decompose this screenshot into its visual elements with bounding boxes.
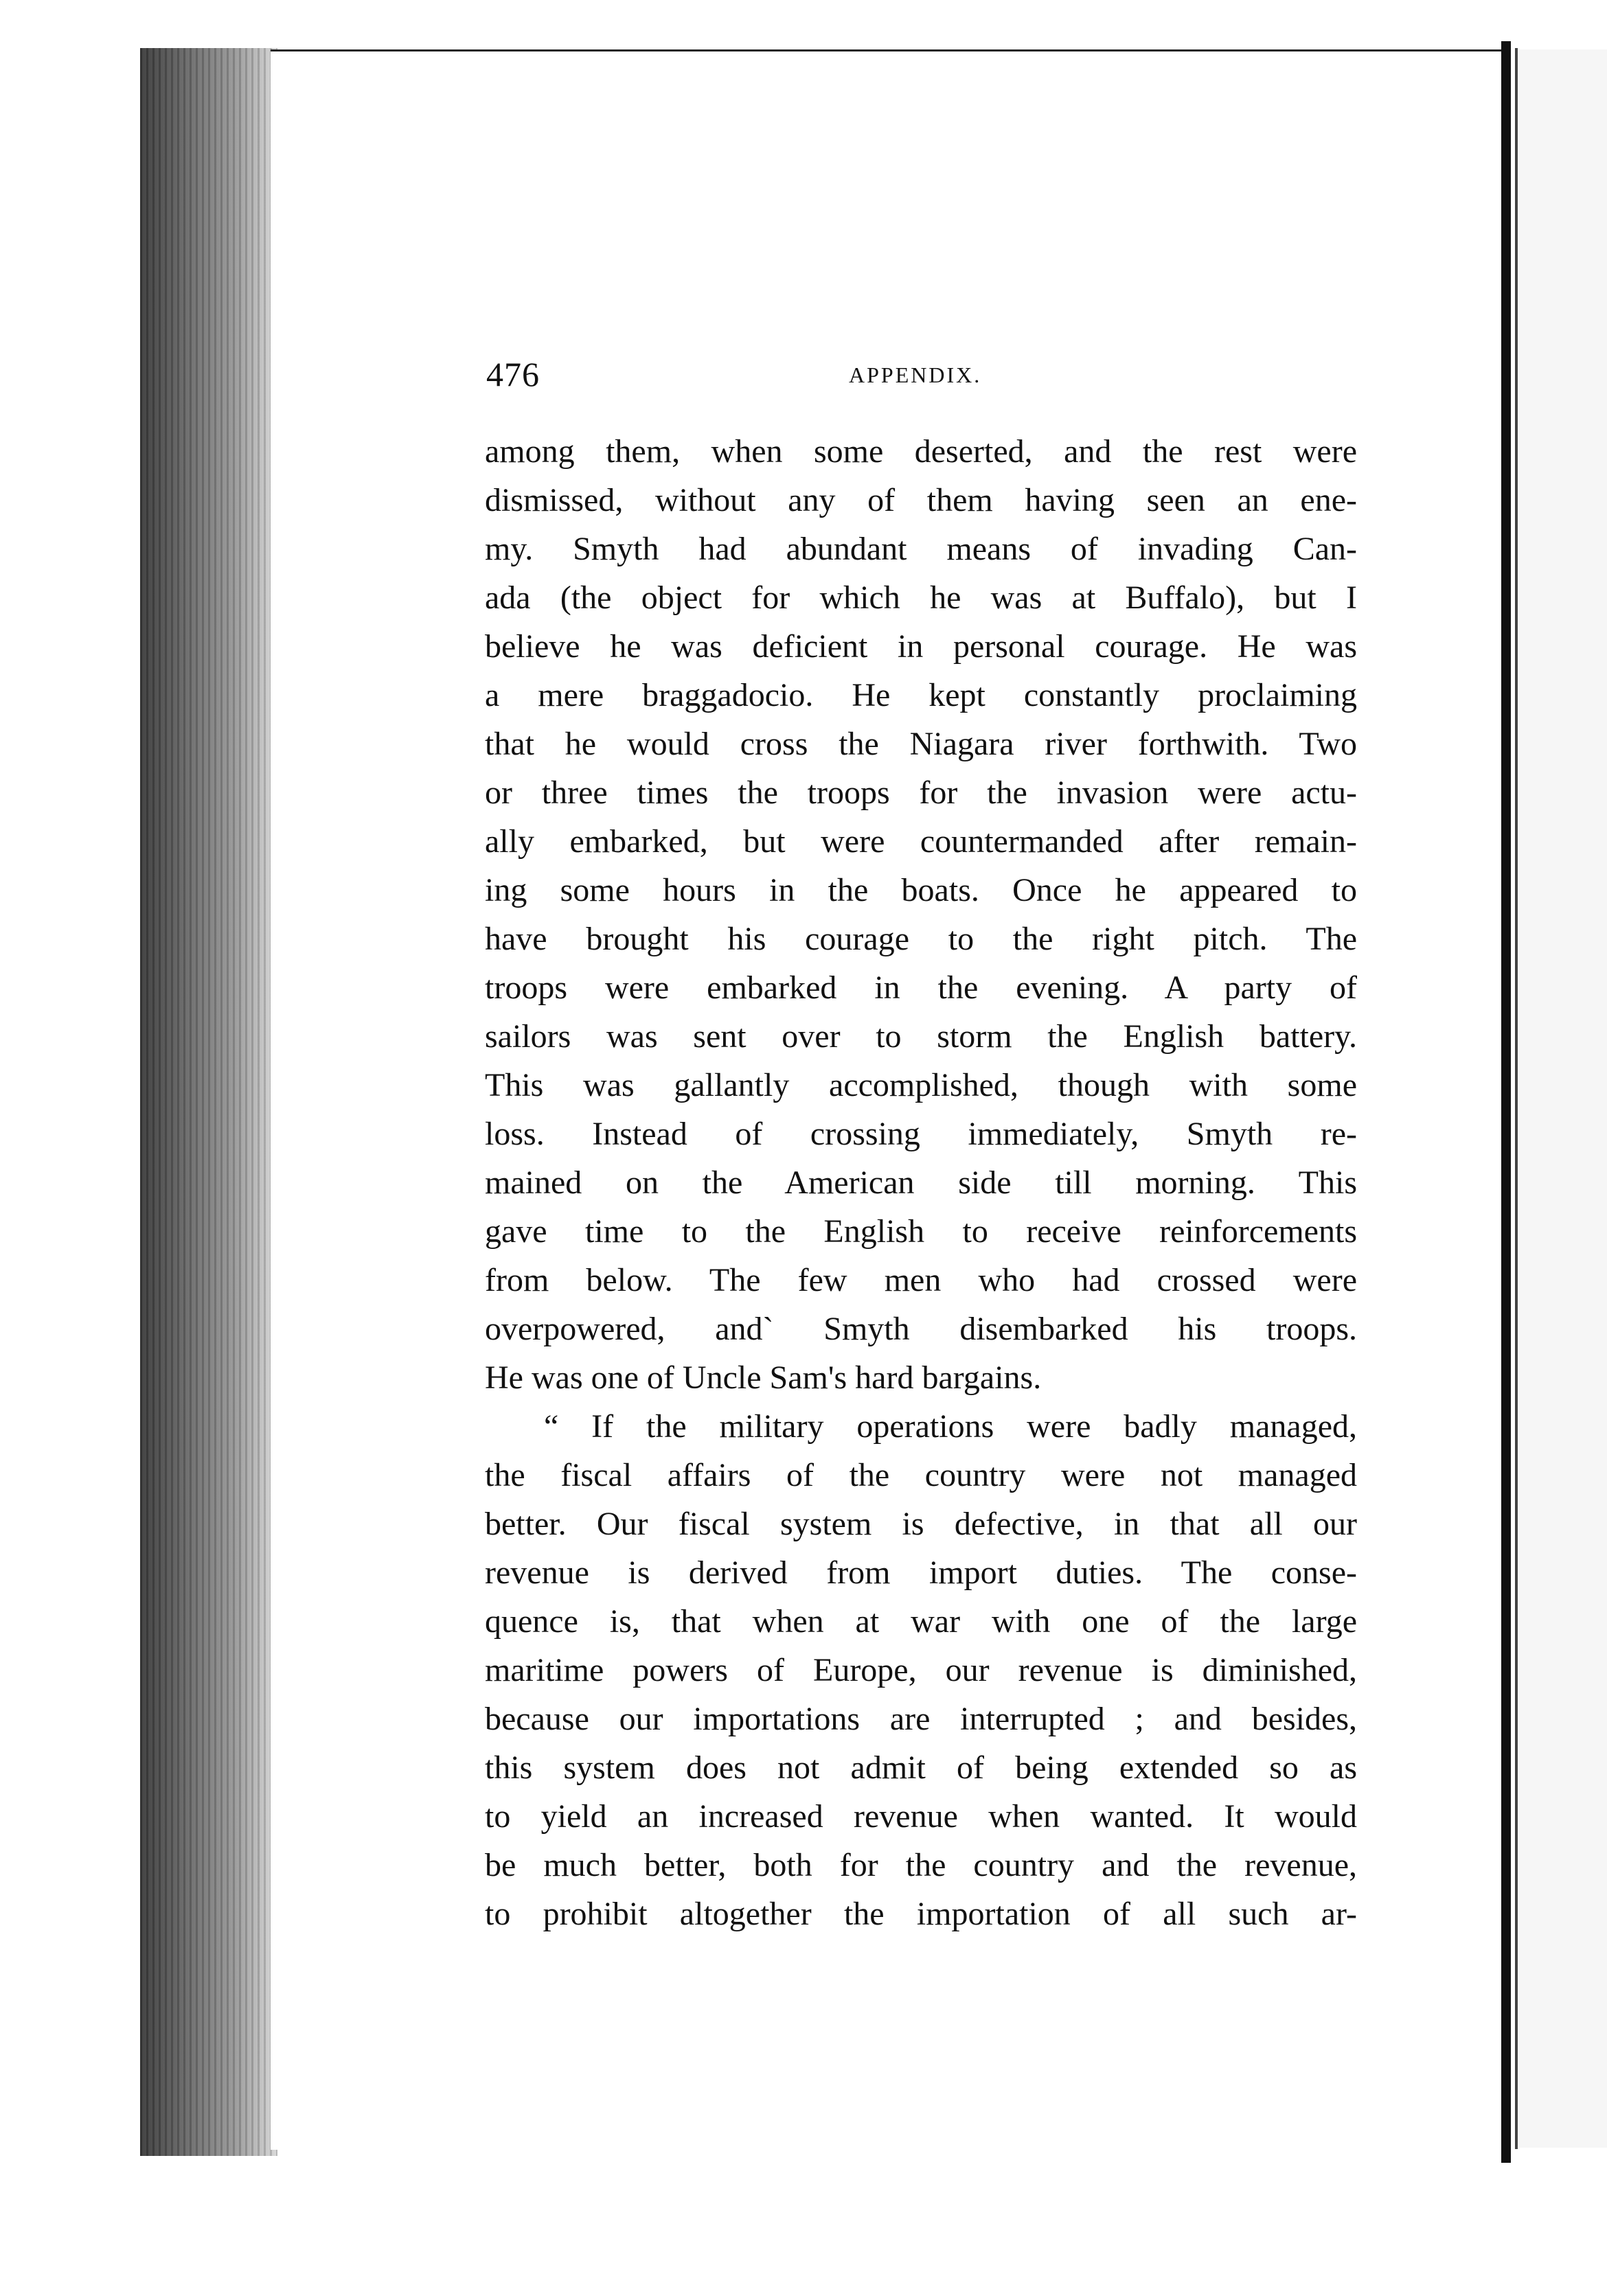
right-page-edge-inner [1515,48,1518,2149]
text-line: to yield an increased revenue when wanted. It would [485,1798,1357,1835]
text-line: among them, when some deserted, and the rest were [485,433,1357,470]
text-line: that he would cross the Niagara river forthwith. Two [485,726,1357,762]
text-line: a mere braggadocio. He kept constantly proclaiming [485,677,1357,713]
text-line: overpowered, and` Smyth disembarked his troops. [485,1311,1357,1347]
text-line: ada (the object for which he was at Buffalo), but I [485,579,1357,616]
text-line: This was gallantly accomplished, though with some [485,1067,1357,1103]
body-text [485,427,1357,1938]
text-line: quence is, that when at war with one of the large [485,1603,1357,1640]
text-line: loss. Instead of crossing immediately, Smyth re- [485,1116,1357,1152]
text-line: better. Our fiscal system is defective, in that all our [485,1506,1357,1542]
text-line: from below. The few men who had crossed were [485,1262,1357,1298]
text-line: maritime powers of Europe, our revenue is diminished, [485,1652,1357,1688]
text-line: believe he was deficient in personal courage. He was [485,628,1357,665]
text-line: revenue is derived from import duties. The conse- [485,1554,1357,1591]
facing-page [1519,49,1607,2148]
book-page-edges [140,48,277,2156]
text-line: have brought his courage to the right pitch. The [485,921,1357,957]
text-line: because our importations are interrupted ; and besides, [485,1701,1357,1737]
text-line: sailors was sent over to storm the English battery. [485,1018,1357,1055]
right-page-edge [1501,41,1511,2163]
text-line: be much better, both for the country and the revenue, [485,1847,1357,1883]
text-line: to prohibit altogether the importation of all such ar- [485,1896,1357,1932]
text-line: “ If the military operations were badly managed, [544,1408,1357,1445]
page-number: 476 [486,355,540,393]
text-line: ally embarked, but were countermanded after remain- [485,823,1357,860]
text-line: mained on the American side till morning. This [485,1164,1357,1201]
text-line: my. Smyth had abundant means of invading Can- [485,531,1357,567]
text-line: troops were embarked in the evening. A party of [485,969,1357,1006]
text-line: this system does not admit of being extended so as [485,1749,1357,1786]
text-line: He was one of Uncle Sam's hard bargains. [485,1359,1042,1396]
running-head: APPENDIX. [849,363,982,387]
text-line: gave time to the English to receive reinforcements [485,1213,1357,1250]
text-line: dismissed, without any of them having seen an ene- [485,482,1357,518]
page-header [486,354,1358,402]
text-line: or three times the troops for the invasion were actu- [485,774,1357,811]
text-line: ing some hours in the boats. Once he appeared to [485,872,1357,908]
text-line: the fiscal affairs of the country were not managed [485,1457,1357,1493]
